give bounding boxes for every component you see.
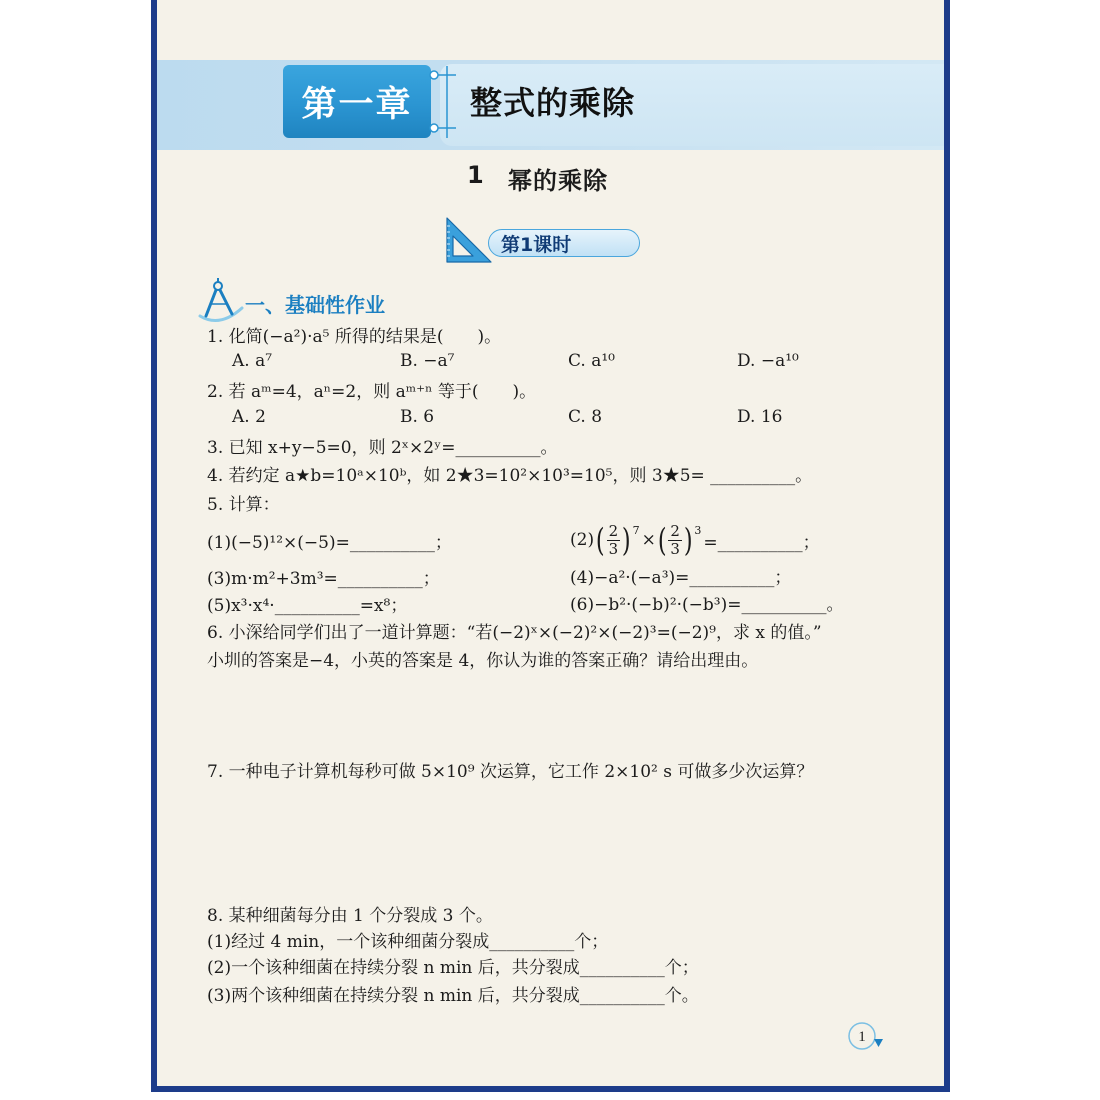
page-number: 1: [858, 1029, 866, 1045]
q8-part2: (2)一个该种细菌在持续分裂 n min 后，共分裂成__________个；: [207, 958, 699, 978]
set-square-icon: [438, 214, 494, 266]
q4-text: 4. 若约定 a★b=10ᵃ×10ᵇ，如 2★3=10²×10³=10⁵，则 3★5= __________。: [207, 466, 813, 486]
fraction: [668, 523, 682, 558]
exponent: 3: [694, 524, 702, 537]
q2-option-a: A. 2: [232, 407, 266, 427]
left-paren: (: [657, 521, 667, 559]
chapter-label-box: [283, 65, 431, 138]
page-arrow-icon: [874, 1039, 883, 1047]
page-number-badge: [846, 1020, 888, 1054]
q5-part4: (4)−a²·(−a³)=__________；: [570, 568, 792, 588]
q8-part1: (1)经过 4 min，一个该种细菌分裂成__________个；: [207, 932, 609, 952]
exponent: 7: [632, 524, 640, 537]
q5-part5: (5)x³·x⁴·__________=x⁸；: [207, 596, 408, 616]
q6-line2: 小圳的答案是−4，小英的答案是 4，你认为谁的答案正确？请给出理由。: [207, 651, 759, 671]
q5-part2-label: (2): [570, 530, 595, 550]
q1-option-d: D. −a¹⁰: [737, 351, 799, 371]
q1-option-c: C. a¹⁰: [568, 351, 615, 371]
lesson-number: 1: [467, 161, 484, 189]
q6-line1: 6. 小深给同学们出了一道计算题：“若(−2)ˣ×(−2)²×(−2)³=(−2)⁹，求 x 的值。”: [207, 623, 822, 643]
fraction-numerator: 2: [670, 521, 680, 540]
fraction: [607, 523, 621, 558]
q1-option-b: B. −a⁷: [400, 351, 455, 371]
fraction-denominator: 3: [608, 539, 619, 558]
section-title: 一、基础性作业: [245, 293, 385, 317]
q2-option-c: C. 8: [568, 407, 603, 427]
q8-part3: (3)两个该种细菌在持续分裂 n min 后，共分裂成__________个。: [207, 986, 699, 1006]
fraction-numerator: 2: [608, 521, 619, 540]
left-paren: (: [595, 521, 605, 559]
chapter-title: 整式的乘除: [470, 84, 636, 122]
q5-stem: 5. 计算：: [207, 495, 280, 515]
q5-part3: (3)m·m²+3m³=__________；: [207, 569, 440, 589]
q2-option-b: B. 6: [400, 407, 435, 427]
q1-stem: 1. 化简(−a²)·a⁵ 所得的结果是( )。: [207, 327, 502, 347]
right-paren: ): [621, 521, 631, 559]
compass-icon: [196, 276, 246, 326]
lesson-period-badge: [488, 229, 640, 257]
q2-stem: 2. 若 aᵐ=4，aⁿ=2，则 aᵐ⁺ⁿ 等于( )。: [207, 382, 537, 402]
lesson-period-label: 第1课时: [501, 233, 572, 256]
q5-part6: (6)−b²·(−b)²·(−b³)=__________。: [570, 595, 844, 615]
times-sign: ×: [641, 530, 656, 550]
q2-option-d: D. 16: [737, 407, 783, 427]
q7-text: 7. 一种电子计算机每秒可做 5×10⁹ 次运算，它工作 2×10² s 可做多少次运算？: [207, 762, 814, 782]
q3-text: 3. 已知 x+y−5=0，则 2ˣ×2ʸ=__________。: [207, 438, 558, 458]
right-paren: ): [683, 521, 693, 559]
q5-part1: (1)(−5)¹²×(−5)=__________；: [207, 533, 452, 553]
q8-stem: 8. 某种细菌每分由 1 个分裂成 3 个。: [207, 906, 493, 926]
q1-option-a: A. a⁷: [232, 351, 273, 371]
lesson-title: 幂的乘除: [508, 167, 608, 195]
chapter-label: 第一章: [301, 84, 413, 125]
q5-part2: [570, 520, 820, 560]
q5-part2-answer-blank: =__________；: [703, 532, 820, 553]
header-connector-decoration: [424, 62, 464, 142]
fraction-denominator: 3: [670, 539, 680, 558]
